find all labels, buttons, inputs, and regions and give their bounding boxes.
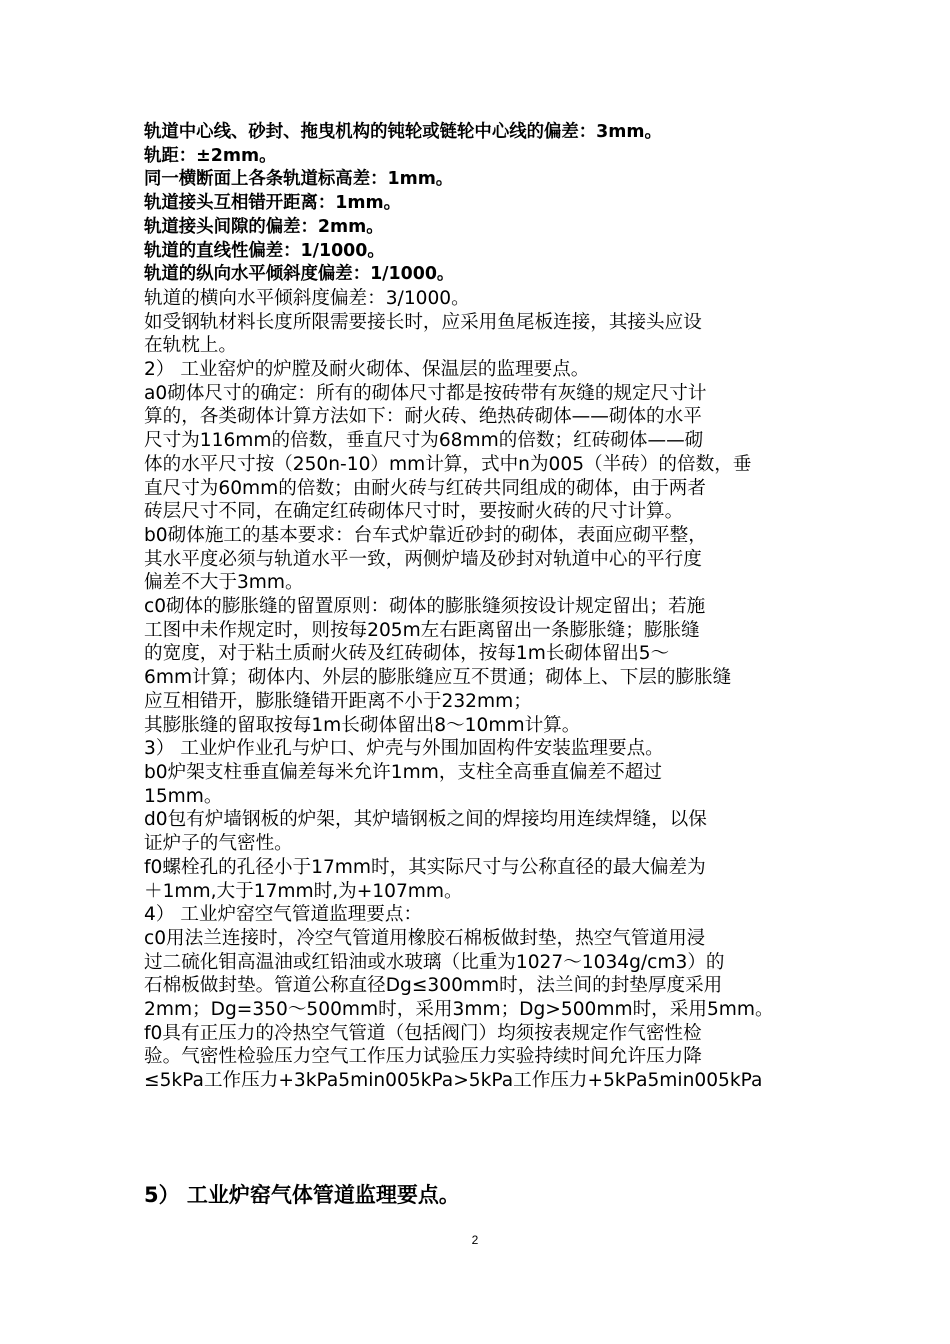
text-line: 过二硫化钼高温油或红铅油或水玻璃（比重为1027～1034g/cm3）的 (144, 951, 725, 973)
text-line: 2mm；Dg=350～500mm时，采用3mm；Dg>500mm时，采用5mm。 (144, 999, 774, 1021)
text-line: 石棉板做封垫。管道公称直径Dg≤300mm时，法兰间的封垫厚度采用 (144, 975, 723, 997)
text-line: 轨道接头间隙的偏差：2mm。 (144, 216, 384, 237)
text-line: 证炉子的气密性。 (144, 833, 293, 855)
text-line: 直尺寸为60mm的倍数；由耐火砖与红砖共同组成的砌体，由于两者 (144, 477, 706, 499)
text-line: 在轨枕上。 (144, 335, 237, 357)
text-line: d0包有炉墙钢板的炉架，其炉墙钢板之间的焊接均用连续焊缝，以保 (144, 809, 707, 831)
text-line: a0砌体尺寸的确定：所有的砌体尺寸都是按砖带有灰缝的规定尺寸计 (144, 382, 707, 404)
document-body (144, 121, 812, 1093)
text-line: 算的，各类砌体计算方法如下：耐火砖、绝热砖砌体——砌体的水平 (144, 406, 702, 428)
text-line: 6mm计算；砌体内、外层的膨胀缝应互不贯通；砌体上、下层的膨胀缝 (144, 667, 732, 689)
text-line: c0砌体的膨胀缝的留置原则：砌体的膨胀缝须按设计规定留出；若施 (144, 596, 706, 618)
section-heading: 2） 工业窑炉的炉膛及耐火砌体、保温层的监理要点。 (144, 359, 590, 381)
text-line: 应互相错开，膨胀缝错开距离不小于232mm； (144, 690, 532, 712)
text-line: 轨道的直线性偏差：1/1000。 (144, 240, 385, 261)
text-line: 轨道中心线、砂封、拖曳机构的钝轮或链轮中心线的偏差：3mm。 (144, 122, 662, 142)
text-line: b0炉架支柱垂直偏差每米允许1mm，支柱全高垂直偏差不超过 (144, 761, 662, 783)
text-line: 尺寸为116mm的倍数，垂直尺寸为68mm的倍数；红砖砌体——砌 (144, 430, 704, 452)
text-line: 验。气密性检验压力空气工作压力试验压力实验持续时间允许压力降 (144, 1046, 702, 1068)
text-line: 其水平度必须与轨道水平一致，两侧炉墙及砂封对轨道中心的平行度 (144, 548, 702, 570)
section-heading: 4） 工业炉窑空气管道监理要点： (144, 904, 423, 926)
text-line: 轨道的横向水平倾斜度偏差：3/1000。 (144, 287, 470, 309)
section-5-heading: 5） 工业炉窑气体管道监理要点。 (144, 1183, 460, 1207)
text-line: 体的水平尺寸按（250n-10）mm计算，式中n为005（半砖）的倍数，垂 (144, 453, 752, 475)
text-line: 砖层尺寸不同，在确定红砖砌体尺寸时，要按耐火砖的尺寸计算。 (144, 501, 684, 523)
text-line: 轨道的纵向水平倾斜度偏差：1/1000。 (144, 264, 455, 285)
text-line: c0用法兰连接时，冷空气管道用橡胶石棉板做封垫，热空气管道用浸 (144, 927, 706, 949)
text-line: b0砌体施工的基本要求：台车式炉靠近砂封的砌体，表面应砌平整， (144, 524, 707, 546)
page-number: 2 (471, 1233, 479, 1247)
text-line: f0螺栓孔的孔径小于17mm时，其实际尺寸与公称直径的最大偏差为 (144, 856, 706, 878)
text-line: 偏差不大于3mm。 (144, 572, 304, 594)
section-heading: 3） 工业炉作业孔与炉口、炉壳与外围加固构件安装监理要点。 (144, 738, 664, 760)
text-line: 的宽度，对于粘土质耐火砖及红砖砌体，按每1m长砌体留出5～ (144, 643, 670, 665)
text-line: 轨道接头互相错开距离：1mm。 (144, 193, 402, 214)
text-line: 15mm。 (144, 785, 223, 807)
text-line: f0具有正压力的冷热空气管道（包括阀门）均须按表规定作气密性检 (144, 1022, 702, 1044)
text-line: 其膨胀缝的留取按每1m长砌体留出8～10mm计算。 (144, 714, 581, 736)
text-line: 同一横断面上各条轨道标高差：1mm。 (144, 169, 454, 190)
text-line: 如受钢轨材料长度所限需要接长时，应采用鱼尾板连接，其接头应设 (144, 311, 702, 333)
text-line: ＋1mm,大于17mm时,为+107mm。 (144, 880, 463, 902)
text-line: ≤5kPa工作压力+3kPa5min005kPa>5kPa工作压力+5kPa5min005kPa (144, 1070, 763, 1092)
text-line: 工图中未作规定时，则按每205m左右距离留出一条膨胀缝；膨胀缝 (144, 619, 700, 641)
text-line: 轨距：±2mm。 (144, 145, 277, 166)
